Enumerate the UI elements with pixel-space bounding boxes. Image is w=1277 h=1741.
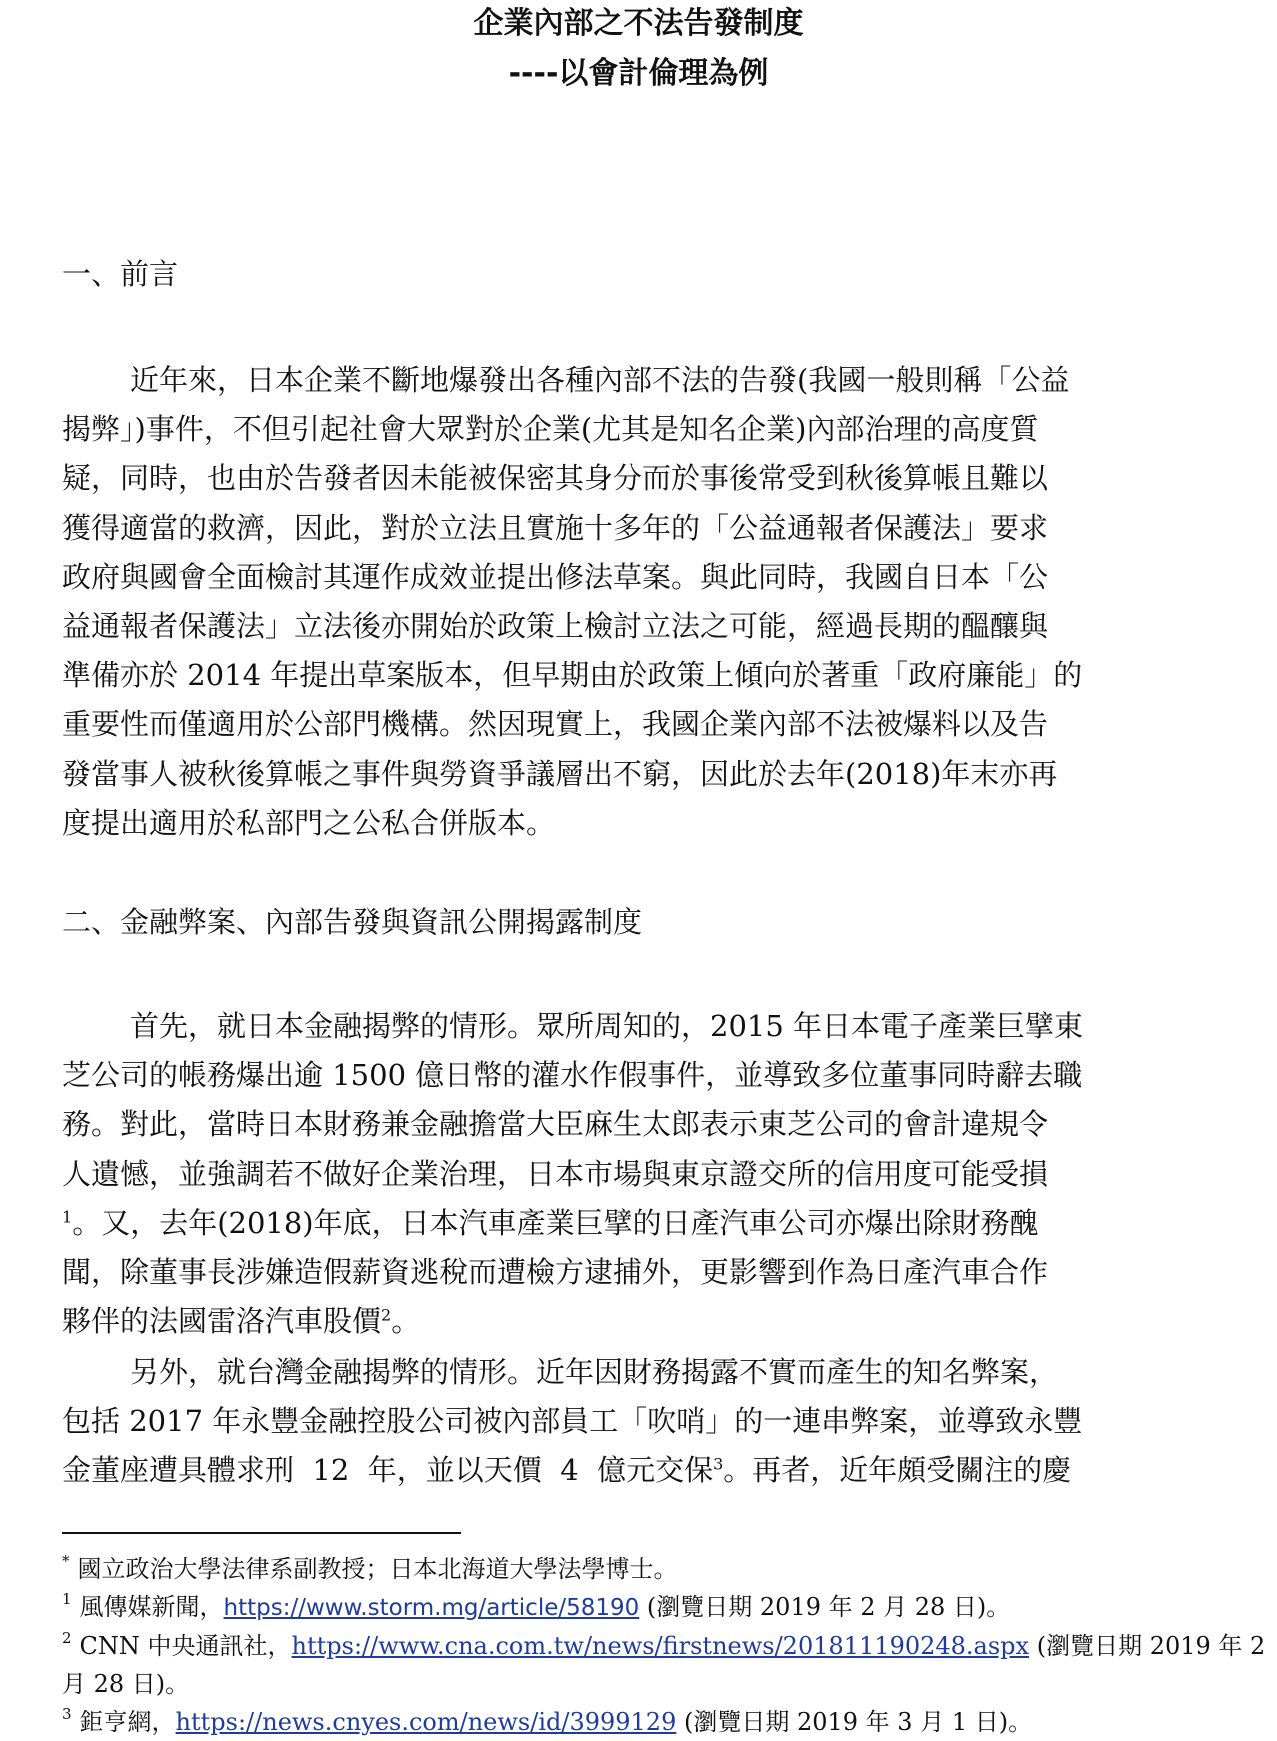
text-line: 政府與國會全面檢討其運作成效並提出修法草案。與此同時，我國自日本「公 (62, 559, 1049, 594)
footnote-reference[interactable]: 1 (62, 1207, 73, 1227)
text-line: 獲得適當的救濟，因此，對於立法且實施十多年的「公益通報者保護法」要求 (62, 510, 1049, 545)
paper-title: 企業內部之不法告發制度 (473, 6, 804, 41)
footnote-mark: * (62, 1552, 70, 1570)
text-line: 揭弊」)事件，不但引起社會大眾對於企業(尤其是知名企業)內部治理的高度質 (62, 412, 1039, 447)
footnote-mark: 3 (62, 1705, 72, 1723)
footnote-text: 鉅亨網， (79, 1708, 176, 1736)
text-span: 。再者，近年頗受關注的慶 (723, 1453, 1072, 1488)
footnote-text: 風傳媒新聞， (79, 1593, 224, 1621)
text-span: 。又，去年(2018)年底，日本汽車產業巨擘的日產汽車公司亦爆出除財務醜 (72, 1205, 1039, 1240)
footnote-separator (62, 1532, 461, 1534)
text-line: 益通報者保護法」立法後亦開始於政策上檢討立法之可能，經過長期的醞釀與 (62, 608, 1049, 643)
footnote-3 (62, 1703, 1212, 1741)
footnote-link[interactable]: https://www.cna.com.tw/news/firstnews/201811190248.aspx (291, 1632, 1030, 1660)
text-line: 發當事人被秋後算帳之事件與勞資爭議層出不窮，因此於去年(2018)年末亦再 (62, 756, 1058, 791)
footnote-text: CNN 中央通訊社， (79, 1632, 292, 1660)
text-line: 另外，就台灣金融揭弊的情形。近年因財務揭露不實而產生的知名弊案， (130, 1355, 1059, 1389)
text-line: 首先，就日本金融揭弊的情形。眾所周知的，2015 年日本電子產業巨擘東 (130, 1009, 1084, 1043)
text-line: 包括 2017 年永豐金融控股公司被內部員工「吹哨」的一連串弊案，並導致永豐 (62, 1404, 1083, 1439)
text-line: 度提出適用於私部門之公私合併版本。 (62, 805, 556, 840)
text-line: 人遺憾，並強調若不做好企業治理，日本市場與東京證交所的信用度可能受損 (62, 1156, 1049, 1191)
section-heading-financial-scandals: 二、金融弊案、內部告發與資訊公開揭露制度 (62, 905, 643, 939)
footnote-text: (瀏覽日期 2019 年 2 月 28 日)。 (639, 1593, 1011, 1621)
footnote-link[interactable]: https://news.cnyes.com/news/id/3999129 (175, 1708, 677, 1736)
footnote-2 (62, 1627, 1266, 1665)
section-heading-introduction: 一、前言 (62, 257, 179, 291)
text-line: 近年來，日本企業不斷地爆發出各種內部不法的告發(我國一般則稱「公益 (130, 363, 1070, 397)
text-line (62, 1446, 1212, 1495)
text-span: 金董座遭具體求刑 12 年，並以天價 4 億元交保 (62, 1453, 714, 1488)
footnote-text: (瀏覽日期 2019 年 3 月 1 日)。 (676, 1708, 1033, 1736)
footnote-link[interactable]: https://www.storm.mg/article/58190 (223, 1595, 640, 1621)
taiwan-scandal-paragraph (62, 1348, 1212, 1496)
text-line (62, 1297, 1212, 1346)
introduction-paragraph (62, 356, 1212, 848)
text-line: 芝公司的帳務爆出逾 1500 億日幣的灌水作假事件，並導致多位董事同時辭去職 (62, 1058, 1083, 1093)
text-line: 疑，同時，也由於告發者因未能被保密其身分而於事後常受到秋後算帳且難以 (62, 461, 1049, 496)
footnotes (62, 1550, 1266, 1741)
text-line: 準備亦於 2014 年提出草案版本，但早期由於政策上傾向於著重「政府廉能」的 (62, 658, 1083, 693)
text-span: 。 (391, 1304, 421, 1339)
footnote-text: 國立政治大學法律系副教授；日本北海道大學法學博士。 (77, 1555, 678, 1583)
text-line: 聞，除董事長涉嫌造假薪資逃稅而遭檢方逮捕外，更影響到作為日產汽車合作 (62, 1254, 1049, 1289)
text-line (62, 1199, 1212, 1248)
footnote-mark: 1 (62, 1590, 72, 1608)
footnote-reference[interactable]: 2 (381, 1305, 392, 1325)
japan-scandal-paragraph (62, 1002, 1212, 1346)
footnote-author (62, 1550, 1212, 1588)
footnote-text: (瀏覽日期 2019 年 2 (1029, 1632, 1266, 1660)
text-line: 務。對此，當時日本財務兼金融擔當大臣麻生太郎表示東芝公司的會計違規令 (62, 1107, 1049, 1142)
text-line: 重要性而僅適用於公部門機構。然因現實上，我國企業內部不法被爆料以及告 (62, 707, 1049, 742)
footnote-mark: 2 (62, 1629, 72, 1647)
text-span: 夥伴的法國雷洛汽車股價 (62, 1304, 382, 1339)
footnote-1 (62, 1588, 1212, 1627)
paper-subtitle: ----以會計倫理為例 (508, 56, 769, 91)
footnote-reference[interactable]: 3 (713, 1454, 724, 1474)
footnote-2-continued: 月 28 日)。 (62, 1670, 190, 1698)
